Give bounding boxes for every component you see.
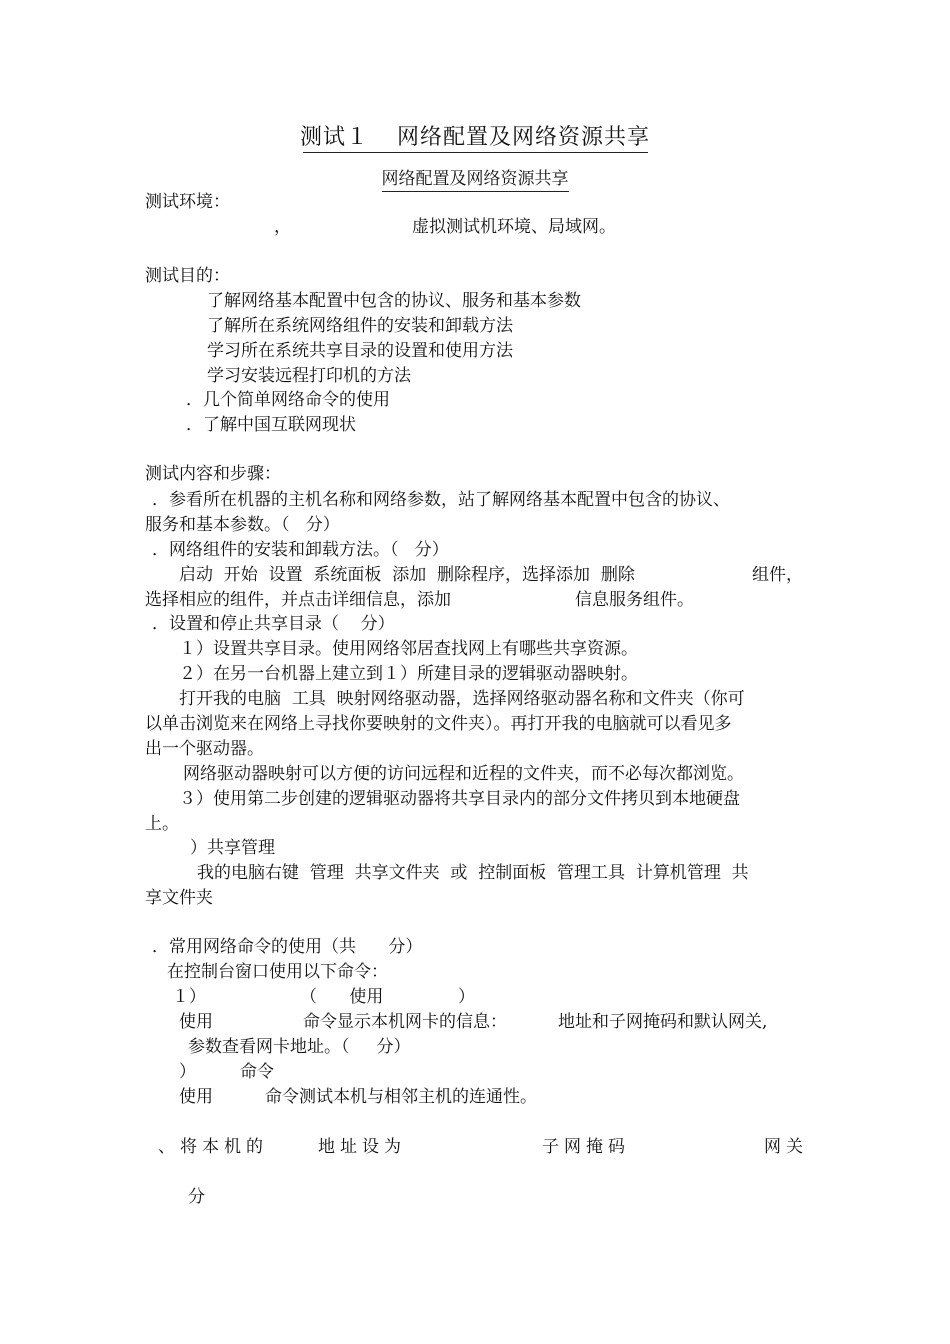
step-2-heading: ．网络组件的安装和卸载方法。（ 分） (152, 540, 449, 560)
step-3-heading: ．设置和停止共享目录（ 分） (152, 614, 395, 634)
step-3-paragraph: 我的电脑右键 管理 共享文件夹 或 控制面板 管理工具 计算机管理 共 (197, 863, 749, 883)
step-3-paragraph: 打开我的电脑 工具 映射网络驱动器，选择网络驱动器名称和文件夹（你可 (179, 689, 745, 709)
step-3-paragraph: 以单击浏览来在网络上寻找你要映射的文件夹）。再打开我的电脑就可以看见多 (145, 714, 732, 734)
step-4-text: 命令测试本机与相邻主机的连通性。 (265, 1087, 537, 1107)
step-3-item: ３）使用第二步创建的逻辑驱动器将共享目录内的部分文件拷贝到本地硬盘 (179, 789, 740, 809)
goal-item: 学习所在系统共享目录的设置和使用方法 (207, 341, 513, 361)
step-5-text: 网关 (764, 1137, 808, 1157)
step-3-paragraph: 享文件夹 (145, 888, 213, 908)
step-3-item: １）设置共享目录。使用网络邻居查找网上有哪些共享资源。 (179, 639, 638, 659)
step-2-text: 信息服务组件。 (575, 590, 694, 610)
step-5-text: 、将本机的 (158, 1137, 268, 1157)
step-4-text: 使用 (179, 1087, 213, 1107)
step-4-heading: ．常用网络命令的使用（共 分） (152, 937, 423, 957)
goal-item: 学习安装远程打印机的方法 (207, 366, 411, 386)
step-4-item: 命令 (240, 1062, 274, 1082)
step-3-paragraph: 网络驱动器映射可以方便的访问远程和近程的文件夹，而不必每次都浏览。 (183, 764, 744, 784)
step-1-line: ．参看所在机器的主机名称和网络参数，站了解网络基本配置中包含的协议、 (152, 490, 730, 510)
env-text: 虚拟测试机环境、局域网。 (412, 217, 616, 237)
step-4-item: ） (179, 1062, 196, 1082)
step-4-text: 使用 (179, 1012, 213, 1032)
goal-item: ．了解中国互联网现状 (186, 415, 356, 435)
step-2-text: 启动 开始 设置 系统面板 添加 删除程序，选择添加 删除 (179, 565, 635, 585)
goal-item: 了解网络基本配置中包含的协议、服务和基本参数 (207, 291, 581, 311)
step-4-text: 命令显示本机网卡的信息： (303, 1012, 507, 1032)
step-5-score: 分 (188, 1187, 205, 1207)
step-5-text: 地址设为 (318, 1137, 406, 1157)
steps-heading: 测试内容和步骤： (145, 464, 281, 484)
title-underline (303, 152, 648, 153)
step-3-paragraph: 出一个驱动器。 (145, 739, 264, 759)
env-heading: 测试环境： (145, 192, 230, 212)
step-4-item: （ 使用 (300, 987, 384, 1007)
step-1-line: 服务和基本参数。（ 分） (145, 515, 340, 535)
step-4-item: ） (458, 987, 475, 1007)
goal-heading: 测试目的： (145, 266, 230, 286)
goal-item: 了解所在系统网络组件的安装和卸载方法 (207, 316, 513, 336)
step-3-item: 上。 (145, 814, 179, 834)
step-3-item: ）共享管理 (190, 838, 275, 858)
title-text: 网络配置及网络资源共享 (397, 125, 651, 150)
goal-item: ．几个简单网络命令的使用 (186, 390, 390, 410)
title-number: 测试１ (299, 125, 369, 150)
step-4-item: １） (172, 987, 206, 1007)
step-2-text: 选择相应的组件，并点击详细信息，添加 (145, 590, 451, 610)
step-4-intro: 在控制台窗口使用以下命令： (167, 962, 388, 982)
step-5-text: 子网掩码 (542, 1137, 630, 1157)
step-2-text: 组件， (752, 565, 803, 585)
document-title (0, 120, 950, 151)
step-4-text: 地址和子网掩码和默认网关, (558, 1012, 768, 1032)
step-3-item: ２）在另一台机器上建立到１）所建目录的逻辑驱动器映射。 (179, 664, 638, 684)
env-comma: ， (274, 217, 291, 237)
step-4-text: 参数查看网卡地址。（ 分） (188, 1037, 411, 1057)
document-subtitle: 网络配置及网络资源共享 (0, 164, 950, 189)
